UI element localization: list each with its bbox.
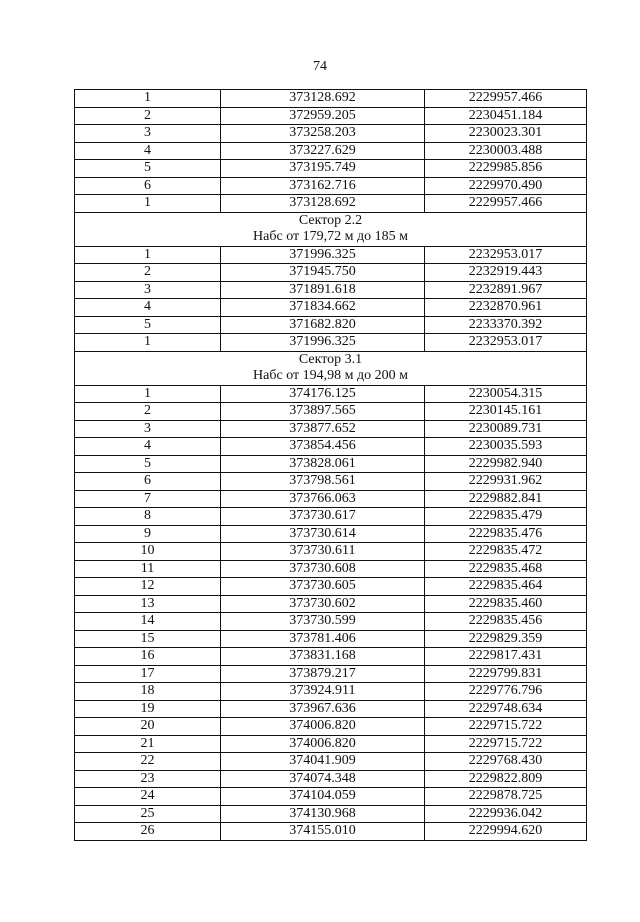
point-number-cell: 1	[75, 90, 221, 108]
x-coordinate-cell: 374006.820	[221, 735, 425, 753]
x-coordinate-cell: 373879.217	[221, 665, 425, 683]
point-number-cell: 26	[75, 823, 221, 841]
x-coordinate-cell: 374176.125	[221, 385, 425, 403]
x-coordinate-cell: 373877.652	[221, 420, 425, 438]
table-row	[75, 630, 587, 648]
x-coordinate-cell: 371996.325	[221, 246, 425, 264]
sector-header-row	[75, 351, 587, 368]
point-number-cell: 1	[75, 246, 221, 264]
x-coordinate-cell: 371834.662	[221, 299, 425, 317]
x-coordinate-cell: 374041.909	[221, 753, 425, 771]
y-coordinate-cell: 2229715.722	[425, 718, 587, 736]
point-number-cell: 17	[75, 665, 221, 683]
y-coordinate-cell: 2233370.392	[425, 316, 587, 334]
y-coordinate-cell: 2229835.460	[425, 595, 587, 613]
point-number-cell: 16	[75, 648, 221, 666]
x-coordinate-cell: 373162.716	[221, 177, 425, 195]
y-coordinate-cell: 2229835.472	[425, 543, 587, 561]
table-row	[75, 490, 587, 508]
sector-subtitle-row	[75, 368, 587, 385]
point-number-cell: 2	[75, 264, 221, 282]
y-coordinate-cell: 2229835.464	[425, 578, 587, 596]
table-row	[75, 543, 587, 561]
y-coordinate-cell: 2230003.488	[425, 142, 587, 160]
x-coordinate-cell: 373798.561	[221, 473, 425, 491]
x-coordinate-cell: 374006.820	[221, 718, 425, 736]
point-number-cell: 8	[75, 508, 221, 526]
x-coordinate-cell: 373828.061	[221, 455, 425, 473]
x-coordinate-cell: 373258.203	[221, 125, 425, 143]
x-coordinate-cell: 373730.614	[221, 525, 425, 543]
table-row	[75, 299, 587, 317]
y-coordinate-cell: 2229776.796	[425, 683, 587, 701]
point-number-cell: 1	[75, 334, 221, 352]
point-number-cell: 24	[75, 788, 221, 806]
point-number-cell: 3	[75, 420, 221, 438]
y-coordinate-cell: 2229835.479	[425, 508, 587, 526]
x-coordinate-cell: 373897.565	[221, 403, 425, 421]
y-coordinate-cell: 2229817.431	[425, 648, 587, 666]
point-number-cell: 2	[75, 403, 221, 421]
table-row	[75, 125, 587, 143]
x-coordinate-cell: 373730.617	[221, 508, 425, 526]
y-coordinate-cell: 2229985.856	[425, 160, 587, 178]
table-row	[75, 700, 587, 718]
x-coordinate-cell: 371891.618	[221, 281, 425, 299]
x-coordinate-cell: 373730.611	[221, 543, 425, 561]
y-coordinate-cell: 2229822.809	[425, 770, 587, 788]
x-coordinate-cell: 373730.602	[221, 595, 425, 613]
table-row	[75, 473, 587, 491]
table-row	[75, 683, 587, 701]
y-coordinate-cell: 2229957.466	[425, 195, 587, 213]
table-row	[75, 735, 587, 753]
x-coordinate-cell: 373967.636	[221, 700, 425, 718]
x-coordinate-cell: 373730.599	[221, 613, 425, 631]
y-coordinate-cell: 2229882.841	[425, 490, 587, 508]
point-number-cell: 6	[75, 177, 221, 195]
table-row	[75, 160, 587, 178]
y-coordinate-cell: 2232891.967	[425, 281, 587, 299]
x-coordinate-cell: 373128.692	[221, 90, 425, 108]
point-number-cell: 3	[75, 125, 221, 143]
point-number-cell: 23	[75, 770, 221, 788]
point-number-cell: 7	[75, 490, 221, 508]
point-number-cell: 12	[75, 578, 221, 596]
y-coordinate-cell: 2230035.593	[425, 438, 587, 456]
table-row	[75, 195, 587, 213]
x-coordinate-cell: 371996.325	[221, 334, 425, 352]
point-number-cell: 5	[75, 455, 221, 473]
point-number-cell: 22	[75, 753, 221, 771]
y-coordinate-cell: 2230023.301	[425, 125, 587, 143]
x-coordinate-cell: 373924.911	[221, 683, 425, 701]
x-coordinate-cell: 371945.750	[221, 264, 425, 282]
table-row	[75, 281, 587, 299]
table-row	[75, 107, 587, 125]
y-coordinate-cell: 2229994.620	[425, 823, 587, 841]
y-coordinate-cell: 2232870.961	[425, 299, 587, 317]
sector-header-row	[75, 212, 587, 229]
point-number-cell: 9	[75, 525, 221, 543]
sector-subtitle: Набс от 194,98 м до 200 м	[75, 368, 587, 385]
x-coordinate-cell: 374104.059	[221, 788, 425, 806]
point-number-cell: 18	[75, 683, 221, 701]
table-row	[75, 403, 587, 421]
y-coordinate-cell: 2229982.940	[425, 455, 587, 473]
table-row	[75, 246, 587, 264]
x-coordinate-cell: 373766.063	[221, 490, 425, 508]
y-coordinate-cell: 2230054.315	[425, 385, 587, 403]
point-number-cell: 2	[75, 107, 221, 125]
sector-title: Сектор 3.1	[75, 351, 587, 368]
y-coordinate-cell: 2229835.468	[425, 560, 587, 578]
y-coordinate-cell: 2229936.042	[425, 805, 587, 823]
x-coordinate-cell: 374130.968	[221, 805, 425, 823]
table-row	[75, 648, 587, 666]
table-row	[75, 334, 587, 352]
table-row	[75, 613, 587, 631]
table-row	[75, 665, 587, 683]
y-coordinate-cell: 2229835.456	[425, 613, 587, 631]
table-row	[75, 805, 587, 823]
table-row	[75, 420, 587, 438]
point-number-cell: 4	[75, 299, 221, 317]
x-coordinate-cell: 374074.348	[221, 770, 425, 788]
x-coordinate-cell: 373128.692	[221, 195, 425, 213]
y-coordinate-cell: 2229878.725	[425, 788, 587, 806]
y-coordinate-cell: 2232953.017	[425, 246, 587, 264]
x-coordinate-cell: 373730.605	[221, 578, 425, 596]
table-row	[75, 578, 587, 596]
point-number-cell: 25	[75, 805, 221, 823]
y-coordinate-cell: 2229970.490	[425, 177, 587, 195]
x-coordinate-cell: 373854.456	[221, 438, 425, 456]
page-number: 74	[313, 59, 327, 74]
point-number-cell: 10	[75, 543, 221, 561]
x-coordinate-cell: 373781.406	[221, 630, 425, 648]
y-coordinate-cell: 2229957.466	[425, 90, 587, 108]
point-number-cell: 11	[75, 560, 221, 578]
point-number-cell: 20	[75, 718, 221, 736]
point-number-cell: 1	[75, 195, 221, 213]
table-row	[75, 595, 587, 613]
point-number-cell: 4	[75, 142, 221, 160]
table-row	[75, 788, 587, 806]
table-row	[75, 718, 587, 736]
y-coordinate-cell: 2229715.722	[425, 735, 587, 753]
x-coordinate-cell: 372959.205	[221, 107, 425, 125]
table-row	[75, 455, 587, 473]
y-coordinate-cell: 2229799.831	[425, 665, 587, 683]
x-coordinate-cell: 373730.608	[221, 560, 425, 578]
table-row	[75, 525, 587, 543]
y-coordinate-cell: 2230089.731	[425, 420, 587, 438]
table-row	[75, 823, 587, 841]
x-coordinate-cell: 373227.629	[221, 142, 425, 160]
y-coordinate-cell: 2229768.430	[425, 753, 587, 771]
y-coordinate-cell: 2230145.161	[425, 403, 587, 421]
table-row	[75, 142, 587, 160]
y-coordinate-cell: 2229829.359	[425, 630, 587, 648]
point-number-cell: 1	[75, 385, 221, 403]
y-coordinate-cell: 2232953.017	[425, 334, 587, 352]
point-number-cell: 4	[75, 438, 221, 456]
sector-subtitle-row	[75, 229, 587, 246]
y-coordinate-cell: 2232919.443	[425, 264, 587, 282]
point-number-cell: 6	[75, 473, 221, 491]
table-row	[75, 770, 587, 788]
point-number-cell: 13	[75, 595, 221, 613]
x-coordinate-cell: 371682.820	[221, 316, 425, 334]
table-row	[75, 385, 587, 403]
table-row	[75, 177, 587, 195]
sector-title: Сектор 2.2	[75, 212, 587, 229]
table-row	[75, 753, 587, 771]
y-coordinate-cell: 2229835.476	[425, 525, 587, 543]
point-number-cell: 15	[75, 630, 221, 648]
table-row	[75, 90, 587, 108]
sector-subtitle: Набс от 179,72 м до 185 м	[75, 229, 587, 246]
x-coordinate-cell: 373831.168	[221, 648, 425, 666]
point-number-cell: 14	[75, 613, 221, 631]
y-coordinate-cell: 2229748.634	[425, 700, 587, 718]
x-coordinate-cell: 374155.010	[221, 823, 425, 841]
table-row	[75, 316, 587, 334]
y-coordinate-cell: 2230451.184	[425, 107, 587, 125]
coordinates-table	[74, 89, 587, 841]
table-row	[75, 264, 587, 282]
point-number-cell: 19	[75, 700, 221, 718]
coordinates-table-body	[75, 90, 587, 841]
y-coordinate-cell: 2229931.962	[425, 473, 587, 491]
table-row	[75, 438, 587, 456]
table-row	[75, 508, 587, 526]
point-number-cell: 5	[75, 160, 221, 178]
table-row	[75, 560, 587, 578]
point-number-cell: 5	[75, 316, 221, 334]
point-number-cell: 3	[75, 281, 221, 299]
point-number-cell: 21	[75, 735, 221, 753]
x-coordinate-cell: 373195.749	[221, 160, 425, 178]
